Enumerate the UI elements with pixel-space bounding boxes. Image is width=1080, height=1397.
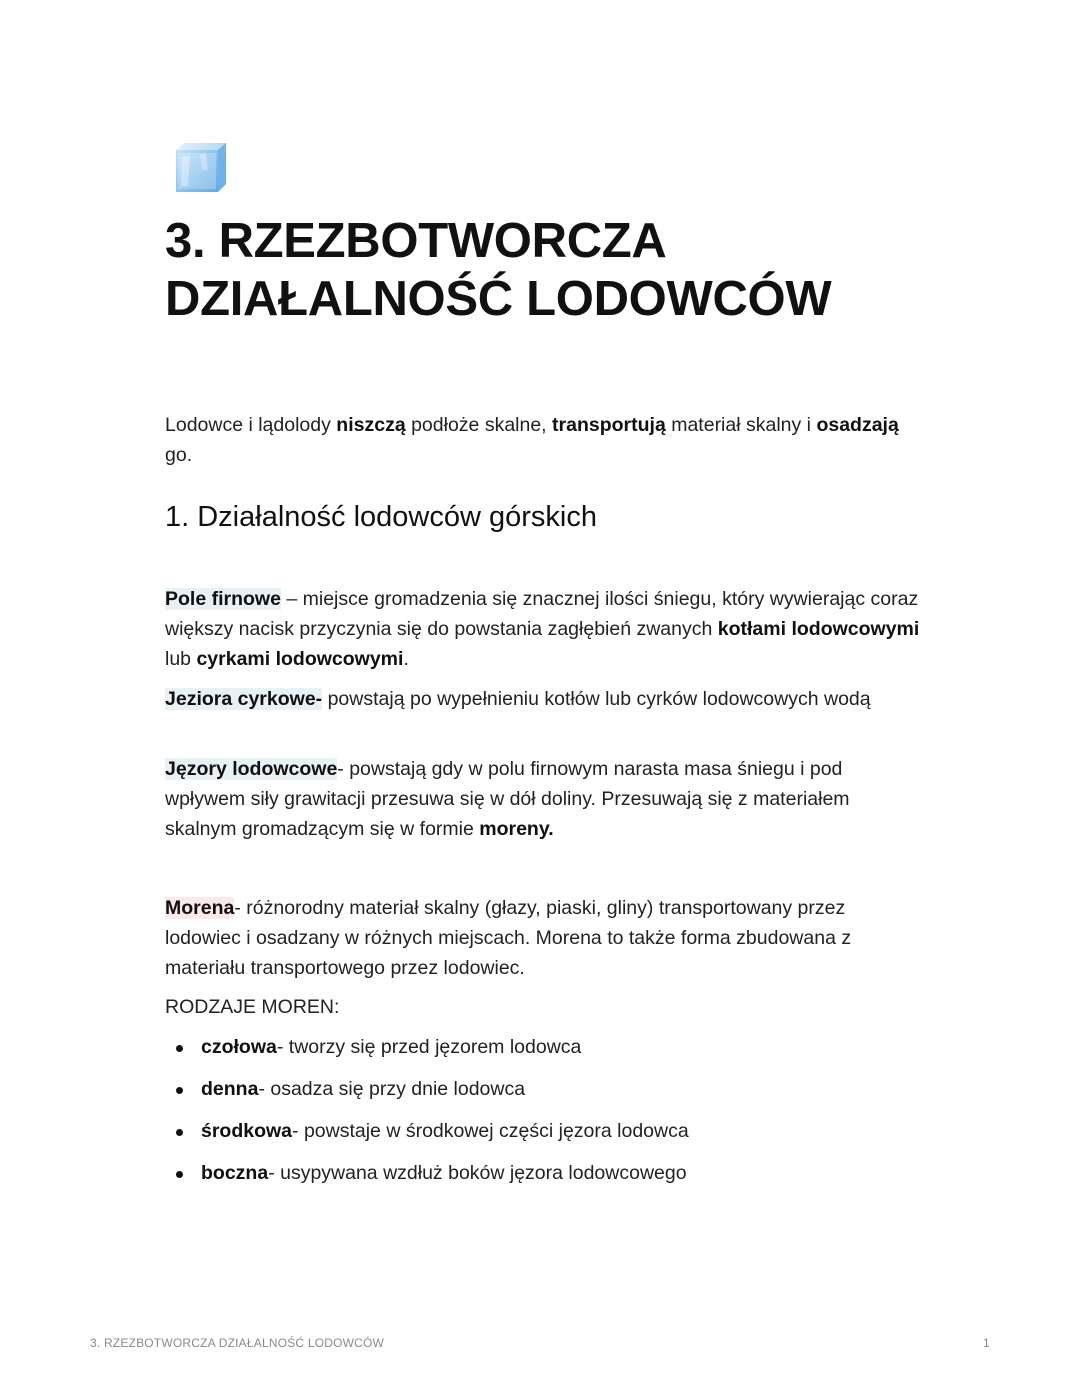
paragraph-jezory-lodowcowe: [165, 754, 925, 844]
list-term: boczna: [201, 1162, 269, 1184]
rodzaje-moren-label: RODZAJE MOREN:: [165, 996, 340, 1018]
list-desc: - tworzy się przed jęzorem lodowca: [276, 1036, 582, 1058]
highlighted-term: Pole firnowe: [165, 588, 281, 610]
page-title: [165, 212, 965, 328]
paragraph-pole-firnowe: [165, 584, 925, 674]
bold-term: osadzają: [816, 414, 899, 436]
section-heading: 1. Działalność lodowców górskich: [165, 501, 597, 533]
paragraph-morena: [165, 893, 925, 983]
list-item: [165, 1032, 925, 1062]
bullet-icon: [176, 1087, 183, 1094]
list-desc: - osadza się przy dnie lodowca: [258, 1078, 526, 1100]
intro-paragraph: [165, 410, 925, 470]
title-line-2: DZIAŁALNOŚĆ LODOWCÓW: [165, 272, 832, 326]
paragraph-text: powstają po wypełnieniu kotłów lub cyrków lodowcowych wodą: [322, 688, 871, 710]
morena-types-list: [165, 1032, 925, 1200]
highlighted-term: Jęzory lodowcowe: [165, 758, 338, 780]
intro-text: materiał skalny i: [665, 414, 817, 436]
bullet-icon: [176, 1171, 183, 1178]
list-term: czołowa: [201, 1036, 277, 1058]
list-item: [165, 1158, 925, 1188]
list-item: [165, 1116, 925, 1146]
paragraph-text: lub: [165, 648, 197, 670]
paragraph-text: - powstają gdy w polu firnowym narasta masa śniegu i pod wpływem siły grawitacji przesuwa się w dół doliny. Przesuwają się z materiałem skalnym gromadzącym się w formie: [165, 758, 850, 840]
list-item: [165, 1074, 925, 1104]
bold-term: kotłami lodowcowymi: [717, 618, 920, 640]
paragraph-jeziora-cyrkowe: [165, 684, 925, 714]
paragraph-text: .: [403, 648, 409, 670]
intro-text: Lodowce i lądolody: [165, 414, 337, 436]
paragraph-text: – miejsce gromadzenia się znacznej ilości śniegu, który wywierając coraz większy nacisk przyczynia się do powstania zagłębień zwanych: [165, 588, 919, 640]
footer-title: 3. RZEZBOTWORCZA DZIAŁALNOŚĆ LODOWCÓW: [90, 1336, 385, 1350]
list-term: denna: [201, 1078, 259, 1100]
paragraph-text: - różnorodny materiał skalny (głazy, piaski, gliny) transportowany przez lodowiec i osadzany w różnych miejscach. Morena to także forma zbudowana z materiału transportowego przez lodowiec.: [165, 897, 852, 979]
bold-term: cyrkami lodowcowymi: [196, 648, 404, 670]
intro-text: go.: [165, 444, 193, 466]
bullet-icon: [176, 1045, 183, 1052]
bullet-icon: [176, 1129, 183, 1136]
list-term: środkowa: [201, 1120, 293, 1142]
bold-term: moreny.: [479, 818, 554, 840]
ice-cube-icon: [170, 140, 230, 194]
page-number: 1: [983, 1336, 990, 1350]
bold-term: niszczą: [336, 414, 406, 436]
list-desc: - powstaje w środkowej części jęzora lodowca: [292, 1120, 689, 1142]
title-line-1: 3. RZEZBOTWORCZA: [165, 214, 667, 268]
bold-term: transportują: [552, 414, 666, 436]
list-desc: - usypywana wzdłuż boków jęzora lodowcowego: [268, 1162, 687, 1184]
highlighted-term: Jeziora cyrkowe-: [165, 688, 323, 710]
highlighted-term: Morena: [165, 897, 235, 919]
intro-text: podłoże skalne,: [405, 414, 553, 436]
